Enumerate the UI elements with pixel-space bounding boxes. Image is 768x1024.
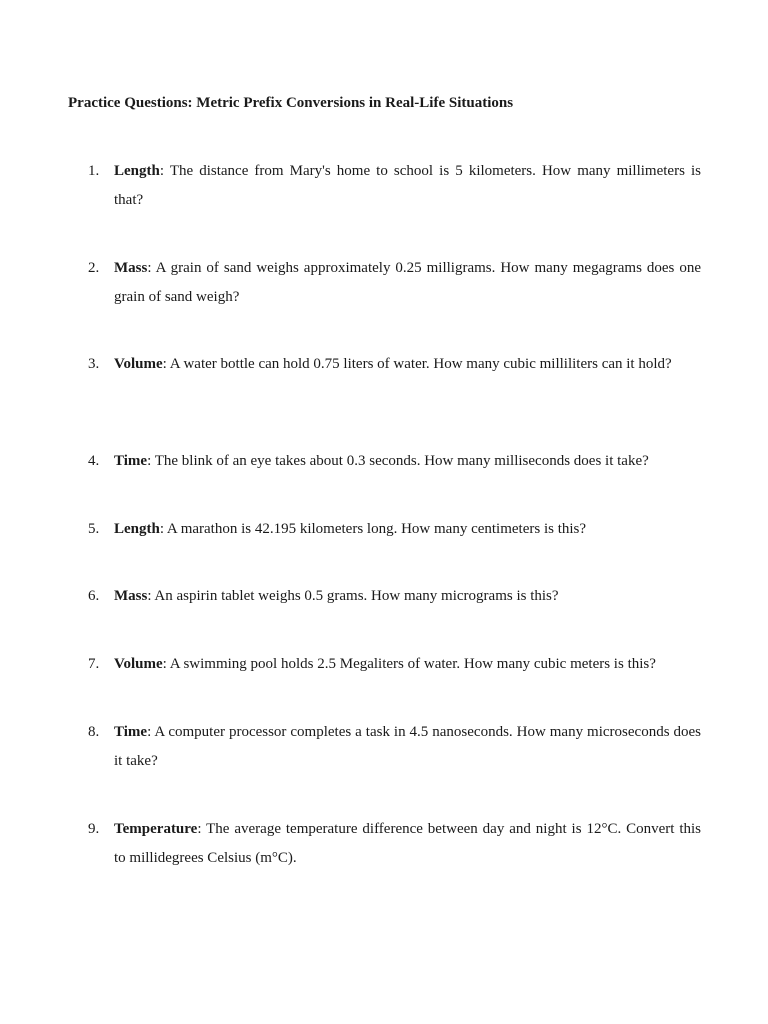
question-body [114,815,701,873]
question-body [114,718,701,776]
question-number: 5. [88,521,100,537]
question-number: 7. [88,656,100,672]
question-item-9 [88,815,701,873]
question-number: 9. [88,821,100,837]
question-body [114,650,701,679]
question-item-5 [88,515,701,544]
question-number: 1. [88,163,100,179]
question-number: 8. [88,724,100,740]
question-body [114,350,701,379]
question-text: : A marathon is 42.195 kilometers long. How many centimeters is this? [159,521,587,537]
question-item-3 [88,350,701,379]
question-number: 4. [88,453,100,469]
question-item-7 [88,650,701,679]
question-topic: Length [114,163,160,179]
question-item-1 [88,157,701,215]
question-body [114,582,701,611]
question-body [114,254,701,312]
question-text: : An aspirin tablet weighs 0.5 grams. How many micrograms is this? [147,588,559,604]
question-item-6 [88,582,701,611]
question-number: 2. [88,260,100,276]
question-topic: Mass [114,588,148,604]
question-text: : A computer processor completes a task in 4.5 nanoseconds. How many microseconds does it take? [114,724,701,769]
question-topic: Volume [114,656,163,672]
question-body [114,515,701,544]
question-topic: Volume [114,356,163,372]
question-item-2 [88,254,701,312]
question-item-8 [88,718,701,776]
question-number: 6. [88,588,100,604]
question-text: : A water bottle can hold 0.75 liters of water. How many cubic milliliters can it hold? [162,356,672,372]
question-number: 3. [88,356,100,372]
question-text: : The distance from Mary's home to school is 5 kilometers. How many millimeters is that? [114,163,701,208]
document-title: Practice Questions: Metric Prefix Conversions in Real-Life Situations [68,95,514,111]
question-item-4 [88,447,701,476]
question-text: : A grain of sand weighs approximately 0.25 milligrams. How many megagrams does one grain of sand weigh? [114,260,701,305]
question-body [114,447,701,476]
question-text: : A swimming pool holds 2.5 Megaliters of water. How many cubic meters is this? [162,656,656,672]
question-text: : The average temperature difference between day and night is 12°C. Convert this to millidegrees Celsius (m°C). [114,821,701,866]
question-topic: Length [114,521,160,537]
question-topic: Time [114,453,148,469]
question-text: : The blink of an eye takes about 0.3 seconds. How many milliseconds does it take? [147,453,649,469]
question-topic: Time [114,724,148,740]
question-topic: Mass [114,260,148,276]
question-body [114,157,701,215]
question-topic: Temperature [114,821,198,837]
